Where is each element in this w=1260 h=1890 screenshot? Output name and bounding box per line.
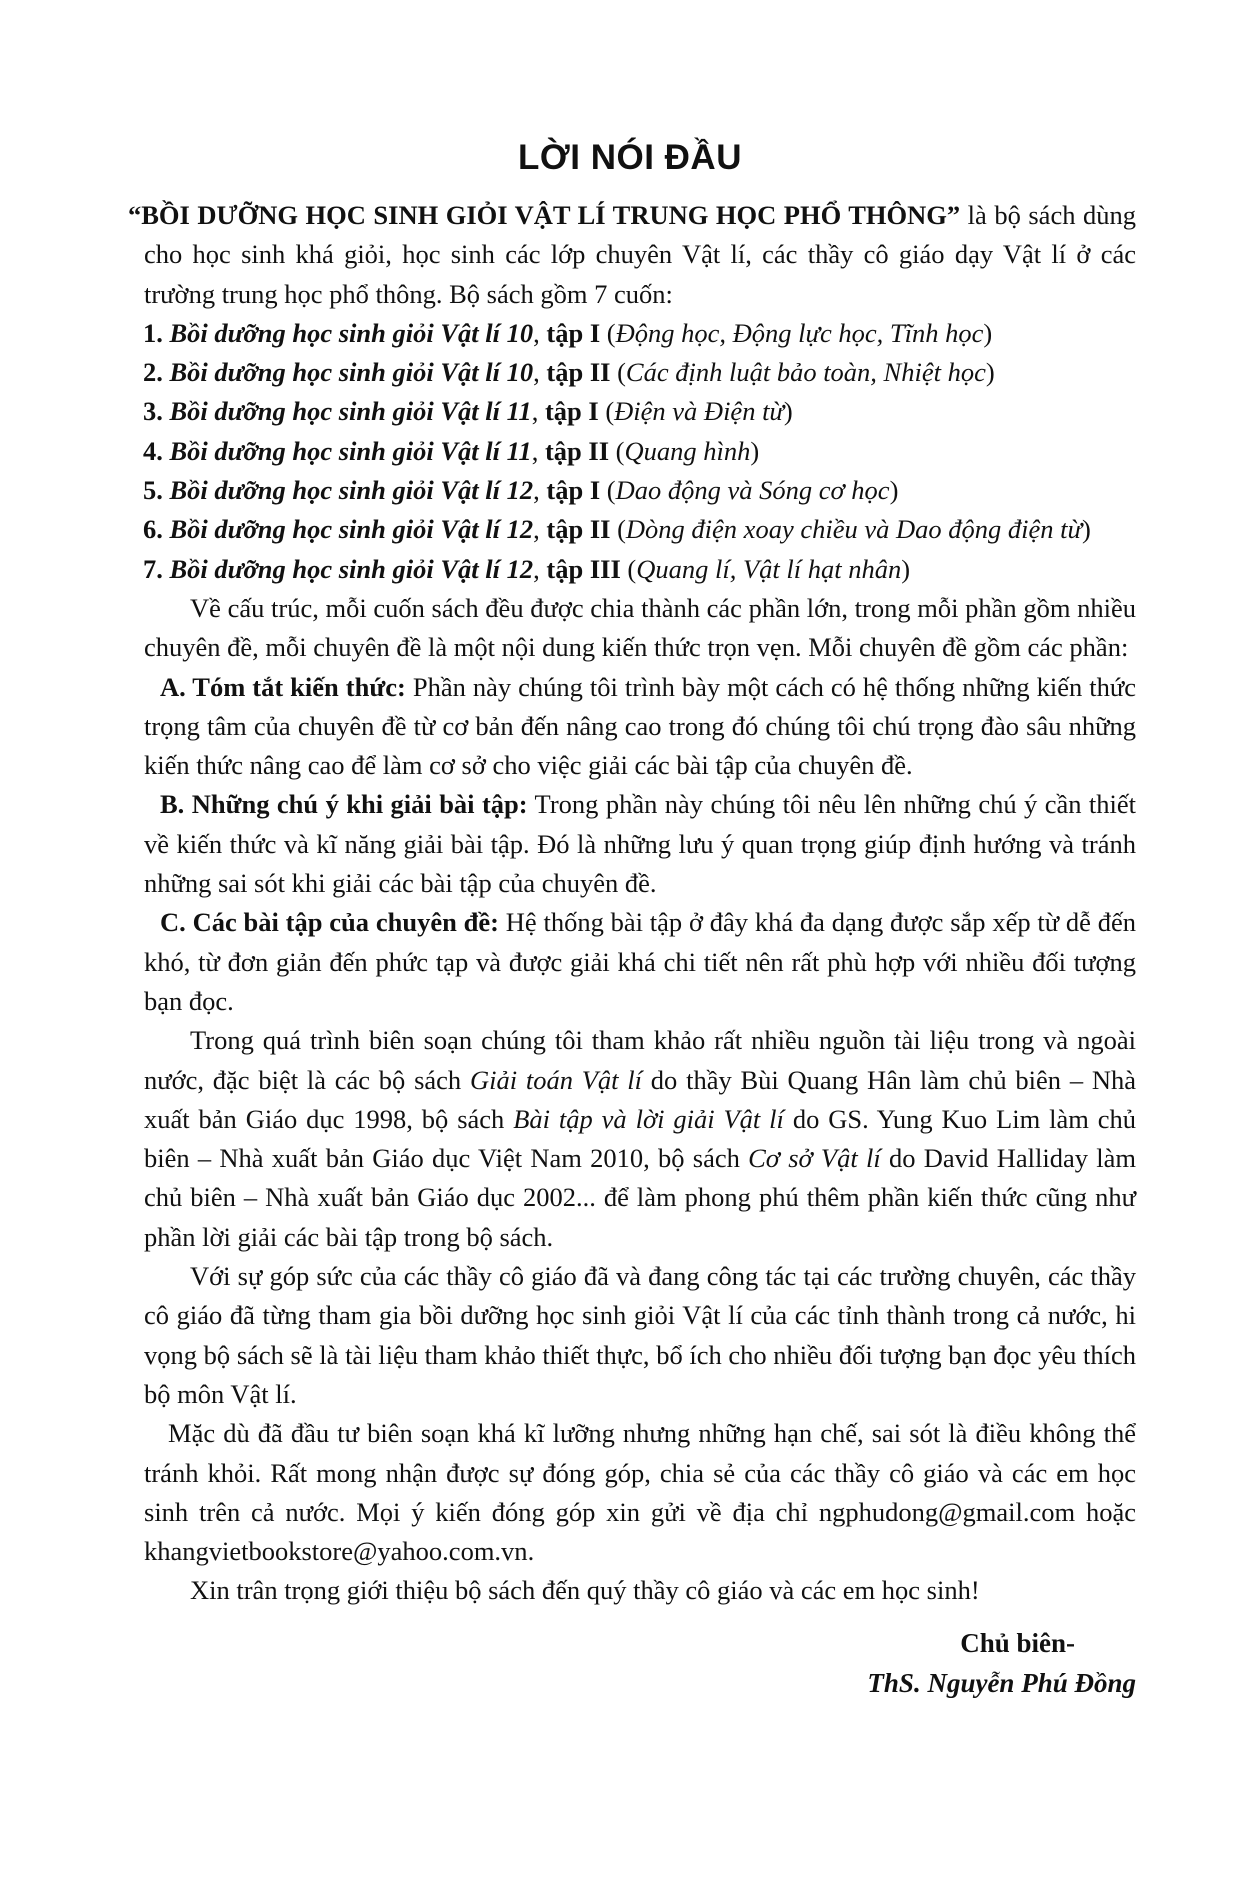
email-link[interactable]: ngphudong@gmail.com [818, 1496, 1076, 1527]
book-number: 5. [143, 475, 163, 506]
book-list-item: 1. Bồi dưỡng học sinh giỏi Vật lí 10, tập I (Động học, Động lực học, Tĩnh học) [143, 317, 993, 348]
reference-book-title: Bài tập và lời giải Vật lí [513, 1103, 784, 1134]
book-topic: Dao động và Sóng cơ học [615, 475, 890, 506]
section-b-text: Trong phần này chúng tôi nêu lên những chú ý cần thiết về kiến thức và kĩ năng giải bài tập. Đó là những lưu ý quan trọng giúp định hướng và tránh những sai sót khi giải các bài tập của chuyên đề. [144, 789, 1136, 899]
page-title: LỜI NÓI ĐẦU [518, 138, 742, 177]
book-title: Bồi dưỡng học sinh giỏi Vật lí 10 [169, 317, 534, 348]
section-a-paragraph [144, 668, 1136, 786]
structure-paragraph: Về cấu trúc, mỗi cuốn sách đều được chia thành các phần lớn, trong mỗi phần gồm nhiều chuyên đề, mỗi chuyên đề là một nội dung kiến thức trọn vẹn. Mỗi chuyên đề gồm các phần: [144, 592, 1136, 663]
book-number: 6. [143, 514, 163, 545]
book-title: Bồi dưỡng học sinh giỏi Vật lí 12 [169, 553, 534, 584]
book-list-item: 4. Bồi dưỡng học sinh giỏi Vật lí 11, tập II (Quang hình) [143, 435, 760, 466]
section-c-text: Hệ thống bài tập ở đây khá đa dạng được sắp xếp từ dễ đến khó, từ đơn giản đến phức tạp và được giải khá chi tiết nên rất phù hợp với nhiều đối tượng bạn đọc. [144, 907, 1137, 1016]
book-title: Bồi dưỡng học sinh giỏi Vật lí 12 [169, 475, 534, 506]
references-text: Trong quá trình biên soạn chúng tôi tham khảo rất nhiều nguồn tài liệu trong và ngoài nước, đặc biệt là các bộ sách [144, 1025, 1136, 1095]
book-title: Bồi dưỡng học sinh giỏi Vật lí 11 [169, 396, 532, 427]
reference-book-title: Cơ sở Vật lí [748, 1143, 881, 1174]
book-list-item: 3. Bồi dưỡng học sinh giỏi Vật lí 11, tập I (Điện và Điện từ) [143, 396, 793, 427]
section-c-label: C. Các bài tập của chuyên đề: [160, 907, 499, 938]
book-list-item: 2. Bồi dưỡng học sinh giỏi Vật lí 10, tập II (Các định luật bảo toàn, Nhiệt học) [143, 357, 995, 388]
signature-name: ThS. Nguyễn Phú Đồng [867, 1668, 1136, 1698]
book-list-item: 6. Bồi dưỡng học sinh giỏi Vật lí 12, tập II (Dòng điện xoay chiều và Dao động điện từ) [143, 514, 1091, 545]
book-list-item: 7. Bồi dưỡng học sinh giỏi Vật lí 12, tập III (Quang lí, Vật lí hạt nhân) [143, 553, 911, 584]
book-volume: tập I [546, 475, 601, 506]
signature-role: Chủ biên- [960, 1628, 1075, 1658]
book-list [144, 314, 1136, 589]
contributors-paragraph: Với sự góp sức của các thầy cô giáo đã và đang công tác tại các trường chuyên, các thầy cô giáo đã từng tham gia bồi dưỡng học sinh giỏi Vật lí của các tỉnh thành trong cả nước, hi vọng bộ sách sẽ là tài liệu tham khảo thiết thực, bổ ích cho nhiều đối tượng bạn đọc yêu thích bộ môn Vật lí. [144, 1261, 1136, 1409]
book-number: 4. [143, 435, 163, 466]
book-title: Bồi dưỡng học sinh giỏi Vật lí 11 [169, 435, 532, 466]
feedback-text: . [527, 1536, 535, 1567]
book-volume: tập III [546, 553, 621, 584]
book-topic: Dòng điện xoay chiều và Dao động điện từ [625, 514, 1082, 545]
document-body [128, 196, 1137, 1611]
book-volume: tập II [546, 357, 611, 388]
section-a-text: Phần này chúng tôi trình bày một cách có hệ thống những kiến thức trọng tâm của chuyên đề từ cơ bản đến nâng cao trong đó chúng tôi chú trọng đào sâu những kiến thức nâng cao để làm cơ sở cho việc giải các bài tập của chuyên đề. [144, 671, 1137, 781]
book-topic: Quang lí, Vật lí hạt nhân [636, 553, 902, 584]
book-list-item: 5. Bồi dưỡng học sinh giỏi Vật lí 12, tập I (Dao động và Sóng cơ học) [143, 475, 899, 506]
section-b-label: B. Những chú ý khi giải bài tập: [160, 789, 528, 820]
book-topic: Quang hình [624, 435, 751, 466]
section-b-paragraph [144, 785, 1136, 903]
feedback-paragraph [144, 1414, 1136, 1571]
book-number: 3. [143, 396, 163, 427]
email-link[interactable]: khangvietbookstore@yahoo.com.vn [144, 1536, 528, 1567]
book-number: 2. [143, 357, 163, 388]
book-number: 7. [143, 553, 163, 584]
section-a-label: A. Tóm tắt kiến thức: [160, 671, 406, 702]
book-topic: Các định luật bảo toàn, Nhiệt học [625, 357, 986, 388]
series-title: “BỒI DƯỠNG HỌC SINH GIỎI VẬT LÍ TRUNG HỌC PHỔ THÔNG” [128, 200, 961, 230]
feedback-text: hoặc [1075, 1496, 1136, 1527]
book-volume: tập II [544, 435, 610, 466]
intro-paragraph [128, 196, 1136, 314]
closing-paragraph: Xin trân trọng giới thiệu bộ sách đến quý thầy cô giáo và các em học sinh! [190, 1575, 980, 1606]
section-c-paragraph [144, 903, 1136, 1021]
book-title: Bồi dưỡng học sinh giỏi Vật lí 10 [169, 357, 534, 388]
book-volume: tập I [544, 396, 599, 427]
book-topic: Động học, Động lực học, Tĩnh học [615, 317, 984, 348]
references-text: do GS. Yung Kuo Lim làm chủ biên – Nhà xuất bản Giáo dục Việt Nam 2010, bộ sách [144, 1103, 1137, 1174]
book-topic: Điện và Điện từ [614, 396, 784, 427]
references-text: do David Halliday làm chủ biên – Nhà xuất bản Giáo dục 2002... để làm phong phú thêm phần kiến thức cũng như phần lời giải các bài tập trong bộ sách. [144, 1143, 1136, 1252]
reference-book-title: Giải toán Vật lí [469, 1064, 643, 1095]
feedback-text: Mặc dù đã đầu tư biên soạn khá kĩ lưỡng nhưng những hạn chế, sai sót là điều không thể tránh khỏi. Rất mong nhận được sự đóng góp, chia sẻ của các thầy cô giáo và các em học sinh trên cả nước. Mọi ý kiến đóng góp xin gửi về địa chỉ [144, 1418, 1136, 1527]
intro-text: là bộ sách dùng cho học sinh khá giỏi, học sinh các lớp chuyên Vật lí, các thầy cô giáo dạy Vật lí ở các trường trung học phổ thông. Bộ sách gồm 7 cuốn: [144, 200, 1136, 309]
book-title: Bồi dưỡng học sinh giỏi Vật lí 12 [169, 514, 534, 545]
references-paragraph [144, 1021, 1136, 1257]
book-volume: tập II [546, 514, 611, 545]
book-volume: tập I [546, 317, 601, 348]
book-number: 1. [143, 317, 163, 348]
references-text: do thầy Bùi Quang Hân làm chủ biên – Nhà xuất bản Giáo dục 1998, bộ sách [144, 1064, 1137, 1134]
